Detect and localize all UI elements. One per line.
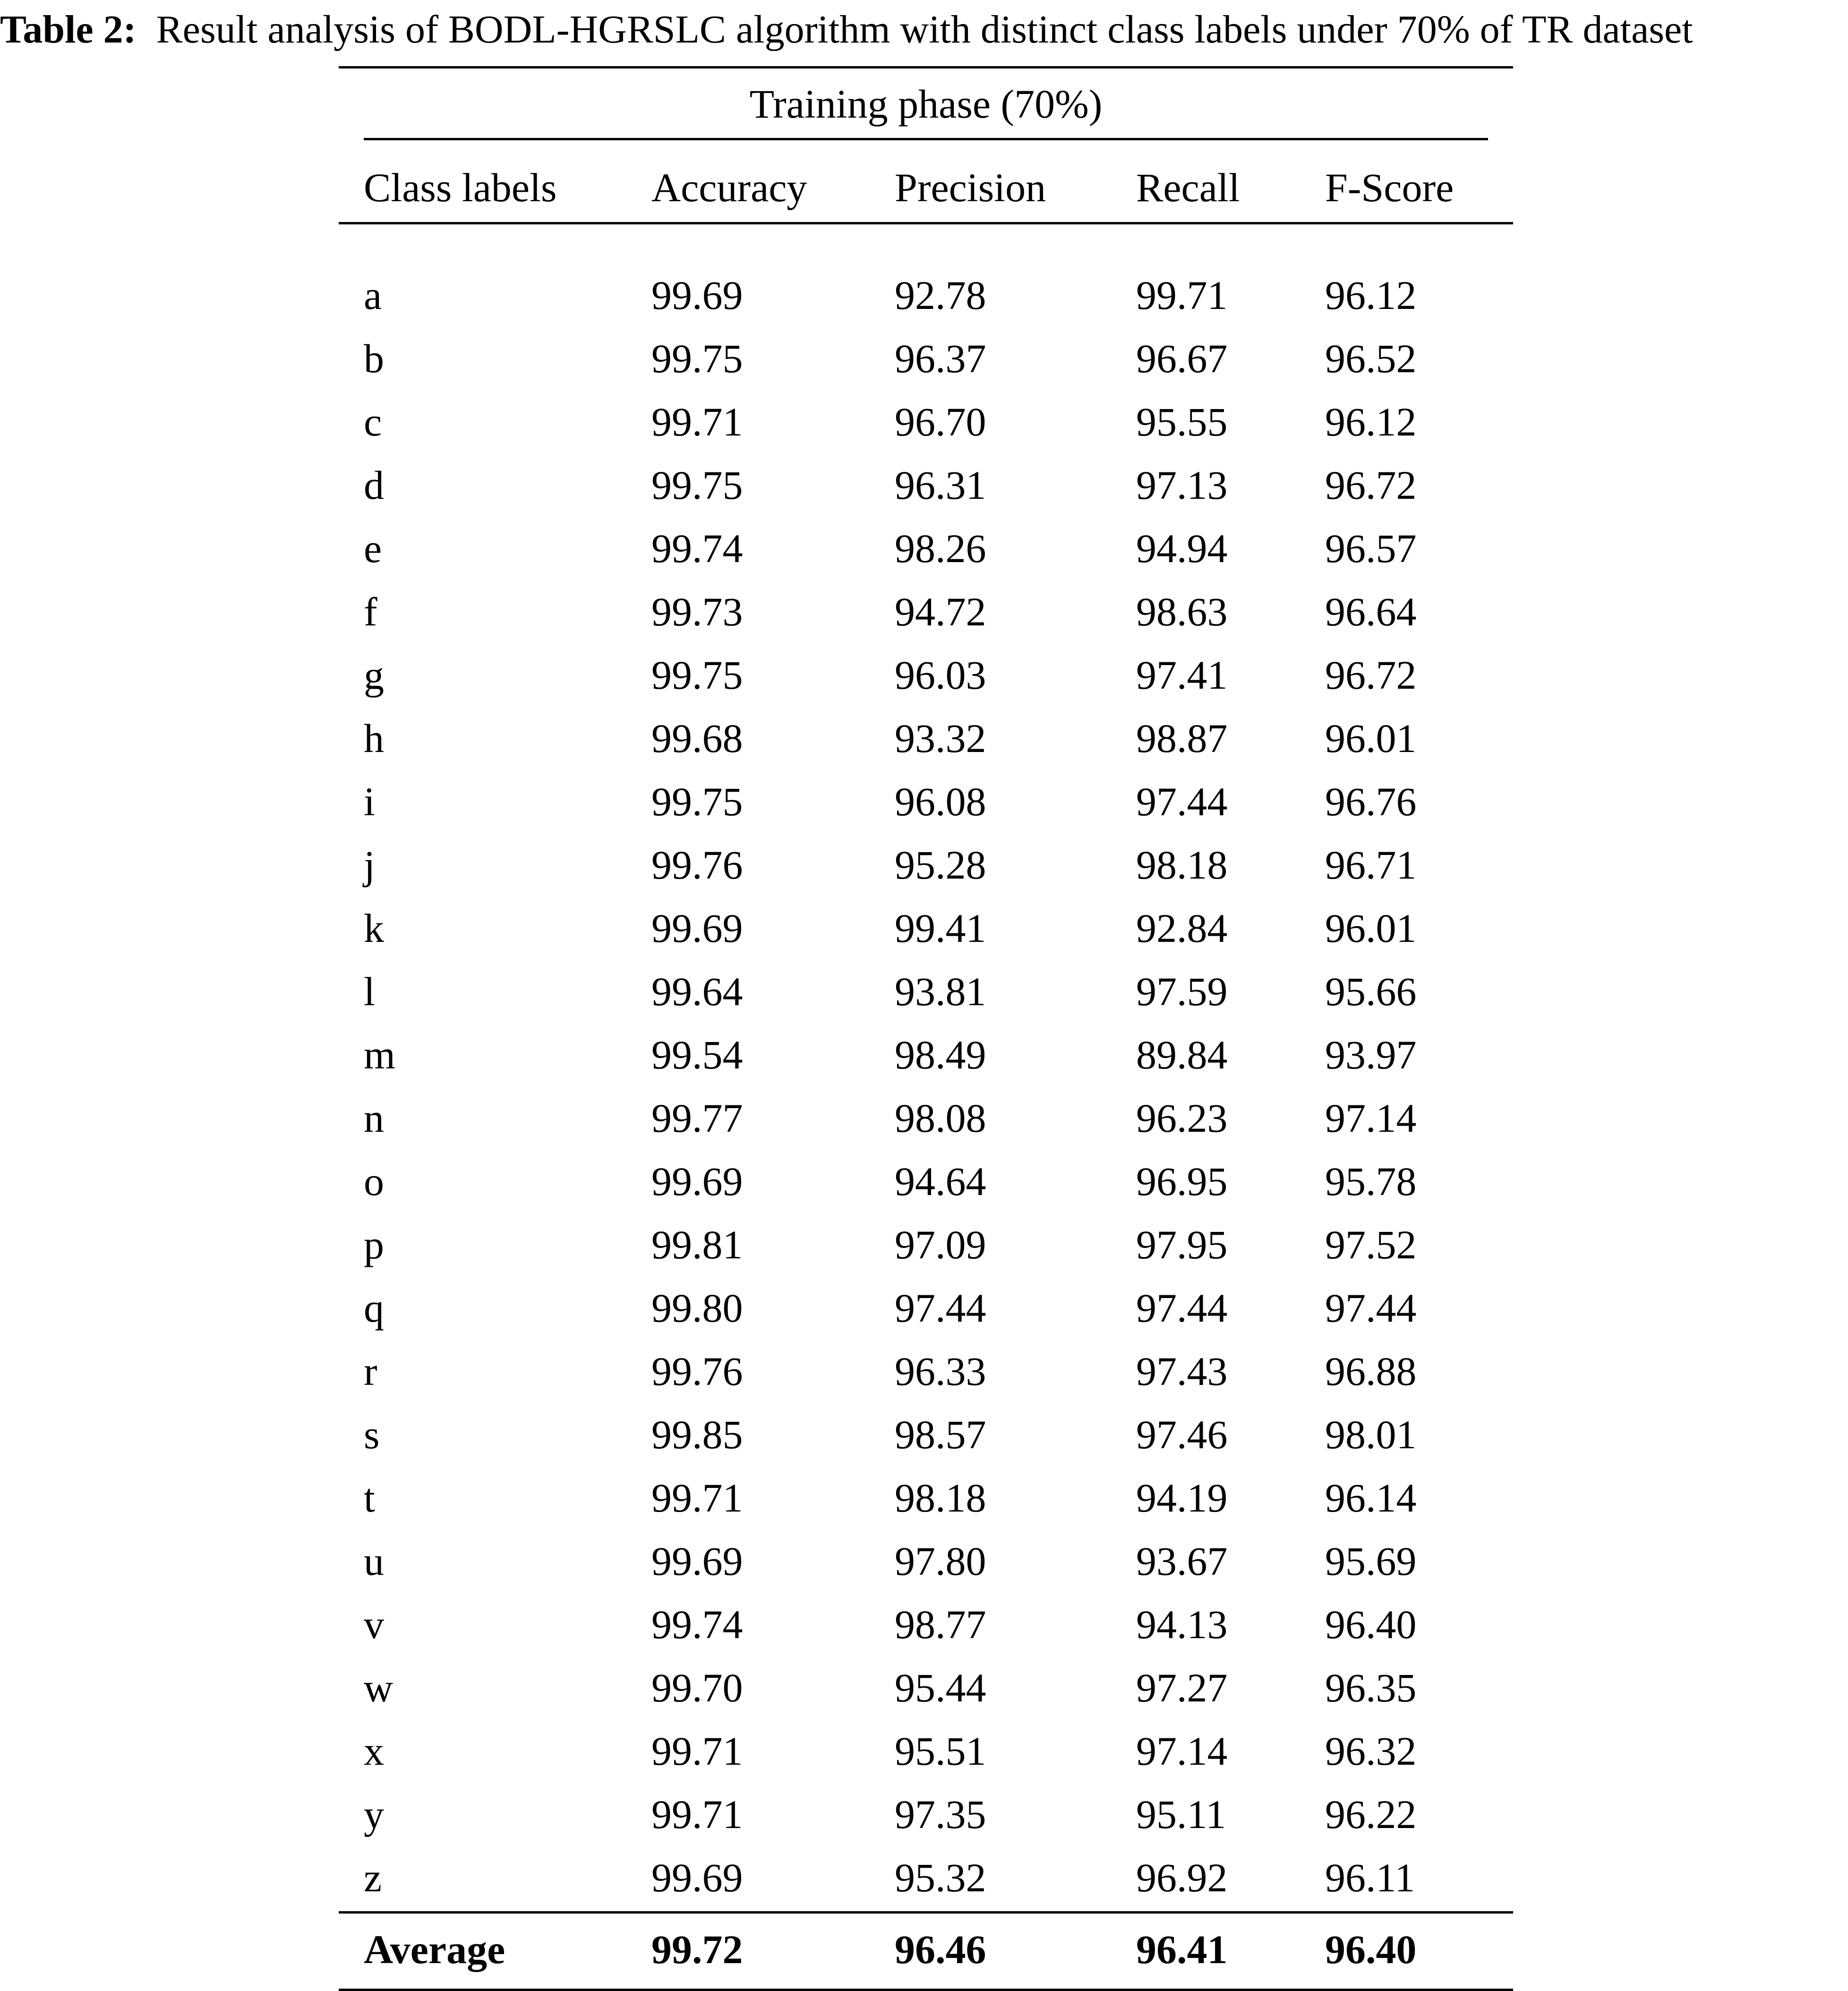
col-header-precision: Precision	[895, 165, 1046, 210]
cell-accuracy: 99.75	[651, 462, 743, 508]
cell-class-label: x	[364, 1728, 384, 1774]
average-accuracy: 99.72	[651, 1927, 743, 1972]
average-row	[339, 1918, 1513, 1981]
cell-recall: 97.41	[1136, 652, 1228, 698]
cell-accuracy: 99.71	[651, 1792, 743, 1837]
cell-precision: 93.81	[895, 969, 986, 1014]
table-row	[339, 1023, 1513, 1086]
cell-precision: 95.28	[895, 842, 986, 888]
bottom-rule	[339, 1989, 1513, 1991]
cell-class-label: t	[364, 1475, 375, 1521]
cell-f-score: 96.12	[1325, 399, 1417, 444]
cell-f-score: 93.97	[1325, 1032, 1417, 1077]
cell-f-score: 96.64	[1325, 589, 1417, 634]
cell-accuracy: 99.75	[651, 652, 743, 698]
cell-precision: 96.03	[895, 652, 986, 698]
cell-recall: 95.55	[1136, 399, 1228, 444]
cell-class-label: j	[364, 842, 375, 888]
cell-recall: 97.46	[1136, 1412, 1228, 1457]
cell-f-score: 96.57	[1325, 526, 1417, 571]
caption-text: Result analysis of BODL-HGRSLC algorithm with distinct class labels under 70% of TR dataset	[156, 8, 1693, 51]
cell-class-label: p	[364, 1222, 384, 1267]
cell-precision: 97.44	[895, 1285, 986, 1331]
cell-class-label: g	[364, 652, 384, 698]
cell-class-label: y	[364, 1792, 384, 1837]
cell-recall: 98.87	[1136, 716, 1228, 761]
cell-accuracy: 99.80	[651, 1285, 743, 1331]
average-rule	[339, 1911, 1513, 1914]
col-header-class-labels: Class labels	[364, 165, 557, 210]
table-row	[339, 1150, 1513, 1213]
top-rule	[339, 66, 1513, 68]
cell-f-score: 97.14	[1325, 1095, 1417, 1141]
cell-f-score: 96.76	[1325, 779, 1417, 824]
cell-accuracy: 99.74	[651, 526, 743, 571]
table-row	[339, 707, 1513, 770]
table-row	[339, 1086, 1513, 1150]
cell-class-label: r	[364, 1349, 377, 1394]
caption-label: Table 2:	[0, 8, 137, 51]
cell-precision: 94.72	[895, 589, 986, 634]
cell-f-score: 97.52	[1325, 1222, 1417, 1267]
cell-recall: 98.18	[1136, 842, 1228, 888]
cell-accuracy: 99.74	[651, 1602, 743, 1647]
col-header-recall: Recall	[1136, 165, 1240, 210]
table-row	[339, 1340, 1513, 1403]
cell-precision: 97.09	[895, 1222, 986, 1267]
table-row	[339, 1276, 1513, 1340]
cell-class-label: u	[364, 1538, 384, 1584]
cell-class-label: z	[364, 1855, 382, 1900]
cell-precision: 96.37	[895, 336, 986, 381]
table-row	[339, 1783, 1513, 1846]
cell-recall: 97.13	[1136, 462, 1228, 508]
cell-f-score: 96.11	[1325, 1855, 1415, 1900]
header-row	[339, 156, 1513, 219]
cell-precision: 93.32	[895, 716, 986, 761]
cell-f-score: 96.22	[1325, 1792, 1417, 1837]
cell-class-label: f	[364, 589, 377, 634]
cell-class-label: d	[364, 462, 384, 508]
cell-f-score: 96.71	[1325, 842, 1417, 888]
col-header-f-score: F-Score	[1325, 165, 1454, 210]
average-f-score: 96.40	[1325, 1927, 1417, 1972]
cell-precision: 97.35	[895, 1792, 986, 1837]
cell-recall: 97.14	[1136, 1728, 1228, 1774]
cell-precision: 99.41	[895, 906, 986, 951]
cell-f-score: 96.40	[1325, 1602, 1417, 1647]
cell-f-score: 95.78	[1325, 1159, 1417, 1204]
cell-class-label: b	[364, 336, 384, 381]
cell-f-score: 95.66	[1325, 969, 1417, 1014]
cell-f-score: 95.69	[1325, 1538, 1417, 1584]
table-row	[339, 264, 1513, 327]
table-row	[339, 770, 1513, 833]
cell-class-label: l	[364, 969, 375, 1014]
cell-f-score: 96.72	[1325, 652, 1417, 698]
cell-recall: 95.11	[1136, 1792, 1226, 1837]
cell-recall: 97.95	[1136, 1222, 1228, 1267]
table-caption	[0, 4, 1848, 56]
cell-f-score: 96.01	[1325, 906, 1417, 951]
cell-accuracy: 99.69	[651, 1159, 743, 1204]
table-row	[339, 327, 1513, 390]
average-label: Average	[364, 1927, 505, 1972]
table-row	[339, 1403, 1513, 1466]
cell-class-label: s	[364, 1412, 380, 1457]
cell-f-score: 96.52	[1325, 336, 1417, 381]
table-row	[339, 1656, 1513, 1719]
cell-accuracy: 99.69	[651, 1855, 743, 1900]
cell-accuracy: 99.71	[651, 1728, 743, 1774]
cell-f-score: 96.88	[1325, 1349, 1417, 1394]
cell-class-label: a	[364, 273, 382, 318]
cell-class-label: i	[364, 779, 375, 824]
cell-class-label: c	[364, 399, 382, 444]
cell-class-label: n	[364, 1095, 384, 1141]
cell-accuracy: 99.54	[651, 1032, 743, 1077]
cell-recall: 89.84	[1136, 1032, 1228, 1077]
cell-recall: 98.63	[1136, 589, 1228, 634]
cell-precision: 96.70	[895, 399, 986, 444]
cell-precision: 98.18	[895, 1475, 986, 1521]
cell-accuracy: 99.75	[651, 336, 743, 381]
cell-f-score: 96.12	[1325, 273, 1417, 318]
average-precision: 96.46	[895, 1927, 986, 1972]
cell-recall: 94.19	[1136, 1475, 1228, 1521]
cell-precision: 98.26	[895, 526, 986, 571]
table-row	[339, 1466, 1513, 1530]
cell-class-label: h	[364, 716, 384, 761]
cell-accuracy: 99.75	[651, 779, 743, 824]
cell-accuracy: 99.69	[651, 906, 743, 951]
cell-precision: 94.64	[895, 1159, 986, 1204]
cell-recall: 97.59	[1136, 969, 1228, 1014]
cell-precision: 98.57	[895, 1412, 986, 1457]
cell-f-score: 96.72	[1325, 462, 1417, 508]
cell-accuracy: 99.70	[651, 1665, 743, 1710]
cell-accuracy: 99.81	[651, 1222, 743, 1267]
cell-accuracy: 99.69	[651, 1538, 743, 1584]
cell-recall: 92.84	[1136, 906, 1228, 951]
cell-f-score: 97.44	[1325, 1285, 1417, 1331]
cell-recall: 94.94	[1136, 526, 1228, 571]
table-row	[339, 1213, 1513, 1276]
cell-recall: 94.13	[1136, 1602, 1228, 1647]
cell-accuracy: 99.71	[651, 1475, 743, 1521]
cell-f-score: 98.01	[1325, 1412, 1417, 1457]
header-rule	[339, 222, 1513, 224]
cell-recall: 99.71	[1136, 273, 1228, 318]
table-row	[339, 643, 1513, 707]
cell-recall: 97.43	[1136, 1349, 1228, 1394]
cell-accuracy: 99.69	[651, 273, 743, 318]
cell-recall: 93.67	[1136, 1538, 1228, 1584]
cell-class-label: v	[364, 1602, 384, 1647]
table-row	[339, 390, 1513, 453]
cell-precision: 98.77	[895, 1602, 986, 1647]
cell-recall: 97.27	[1136, 1665, 1228, 1710]
cell-precision: 96.08	[895, 779, 986, 824]
cell-f-score: 96.32	[1325, 1728, 1417, 1774]
cell-recall: 96.23	[1136, 1095, 1228, 1141]
table-row	[339, 960, 1513, 1023]
cell-recall: 97.44	[1136, 1285, 1228, 1331]
cell-accuracy: 99.85	[651, 1412, 743, 1457]
table-row	[339, 453, 1513, 517]
cell-class-label: w	[364, 1665, 394, 1710]
col-header-accuracy: Accuracy	[651, 165, 807, 210]
cell-f-score: 96.01	[1325, 716, 1417, 761]
cell-precision: 95.44	[895, 1665, 986, 1710]
table-row	[339, 1719, 1513, 1783]
cell-precision: 95.51	[895, 1728, 986, 1774]
cell-class-label: k	[364, 906, 384, 951]
cell-recall: 96.67	[1136, 336, 1228, 381]
cell-precision: 96.31	[895, 462, 986, 508]
average-recall: 96.41	[1136, 1927, 1228, 1972]
cell-accuracy: 99.73	[651, 589, 743, 634]
table-row	[339, 897, 1513, 960]
cell-accuracy: 99.76	[651, 1349, 743, 1394]
cell-accuracy: 99.71	[651, 399, 743, 444]
cell-precision: 97.80	[895, 1538, 986, 1584]
cell-class-label: m	[364, 1032, 395, 1077]
cell-precision: 92.78	[895, 273, 986, 318]
cell-precision: 95.32	[895, 1855, 986, 1900]
table-row	[339, 1593, 1513, 1656]
cell-class-label: q	[364, 1285, 384, 1331]
cell-accuracy: 99.64	[651, 969, 743, 1014]
cell-class-label: o	[364, 1159, 384, 1204]
table-row	[339, 580, 1513, 643]
cell-recall: 96.95	[1136, 1159, 1228, 1204]
cell-precision: 98.08	[895, 1095, 986, 1141]
table-row	[339, 1530, 1513, 1593]
cell-class-label: e	[364, 526, 382, 571]
cell-precision: 96.33	[895, 1349, 986, 1394]
cell-accuracy: 99.76	[651, 842, 743, 888]
cell-f-score: 96.14	[1325, 1475, 1417, 1521]
table-row	[339, 517, 1513, 580]
cell-recall: 97.44	[1136, 779, 1228, 824]
table-row	[339, 833, 1513, 897]
cell-accuracy: 99.77	[651, 1095, 743, 1141]
cell-accuracy: 99.68	[651, 716, 743, 761]
phase-header: Training phase (70%)	[749, 81, 1103, 127]
table-row	[339, 1846, 1513, 1909]
phase-rule	[364, 138, 1488, 140]
cell-precision: 98.49	[895, 1032, 986, 1077]
cell-recall: 96.92	[1136, 1855, 1228, 1900]
cell-f-score: 96.35	[1325, 1665, 1417, 1710]
